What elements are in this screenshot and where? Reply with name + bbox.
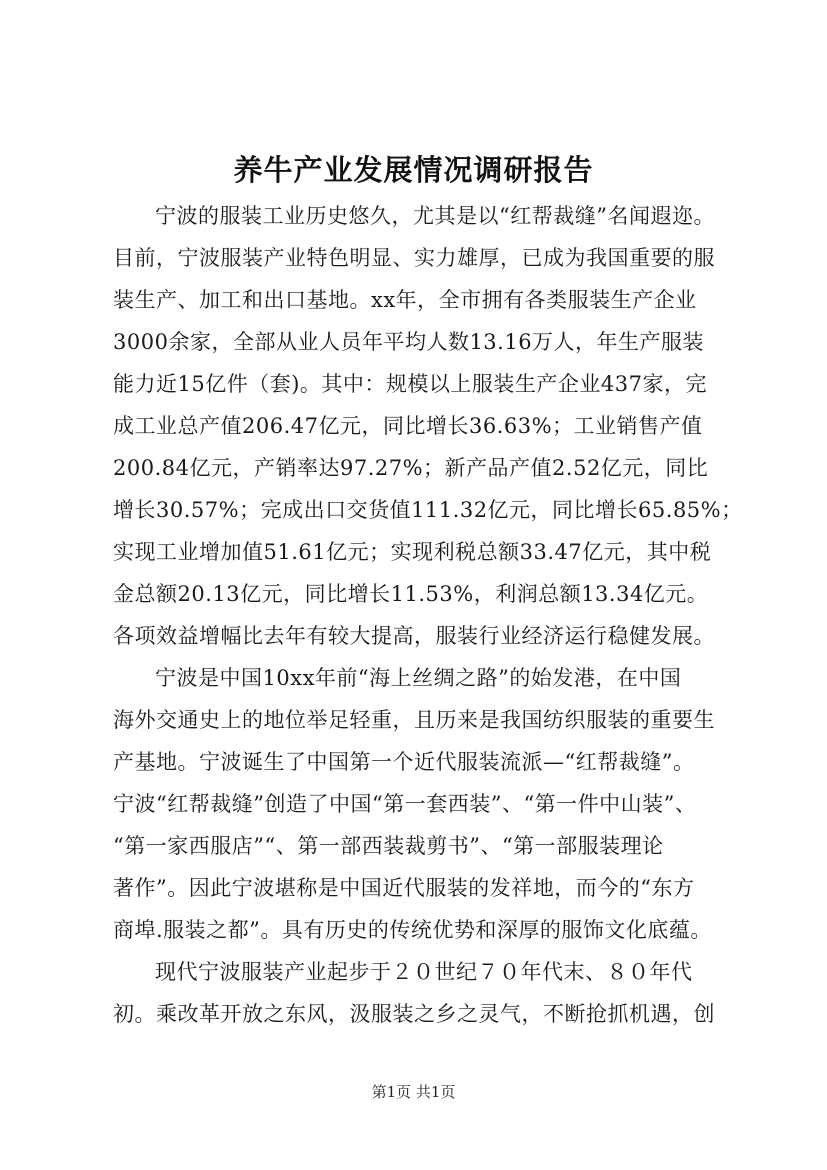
text-line-1: 宁波的服装工业历史悠久，尤其是以“红帮裁缝”名闻遐迩。 [155,204,715,228]
page-title: 养牛产业发展情况调研报告 [233,153,594,187]
text-line-5: 能力近15亿件（套)。其中：规模以上服装生产企业437家，完 [113,372,707,396]
text-line-10: 金总额20.13亿元，同比增长11.53%，利润总额13.34亿元。 [113,582,709,606]
text-line-20: 初。乘改革开放之东风，汲服装之乡之灵气，不断抢抓机遇，创 [113,1002,715,1026]
text-line-6: 成工业总产值206.47亿元，同比增长36.63%；工业销售产值 [113,414,703,438]
text-line-19: 现代宁波服装产业起步于２０世纪７０年代末、８０年代 [155,960,693,984]
text-line-18: 商埠.服装之都”。具有历史的传统优势和深厚的服饰文化底蕴。 [113,918,712,942]
text-line-16: “第一家西服店”“、第一部西装裁剪书”、“第一部服装理论 [113,834,664,858]
text-line-9: 实现工业增加值51.61亿元；实现利税总额33.47亿元，其中税 [113,540,712,564]
text-line-2: 目前，宁波服装产业特色明显、实力雄厚，已成为我国重要的服 [113,246,715,270]
text-line-7: 200.84亿元，产销率达97.27%；新产品产值2.52亿元，同比 [113,456,709,480]
text-line-12: 宁波是中国10xx年前“海上丝绸之路”的始发港，在中国 [155,666,682,690]
text-line-3: 装生产、加工和出口基地。xx年，全市拥有各类服装生产企业 [113,288,697,312]
text-line-15: 宁波“红帮裁缝”创造了中国“第一套西装”、“第一件中山装”、 [113,792,697,816]
text-line-11: 各项效益增幅比去年有较大提高，服装行业经济运行稳健发展。 [113,624,715,648]
text-line-14: 产基地。宁波诞生了中国第一个近代服装流派—“红帮裁缝”。 [113,750,695,774]
text-line-13: 海外交通史上的地位举足轻重，且历来是我国纺织服装的重要生 [113,708,715,732]
text-line-8: 增长30.57%；完成出口交货值111.32亿元，同比增长65.85%； [113,498,743,522]
text-line-4: 3000余家，全部从业人员年平均人数13.16万人，年生产服装 [113,330,705,354]
page-footer: 第1页 共1页 [371,1083,456,1101]
text-line-17: 著作”。因此宁波堪称是中国近代服装的发祥地，而今的“东方 [113,876,695,900]
